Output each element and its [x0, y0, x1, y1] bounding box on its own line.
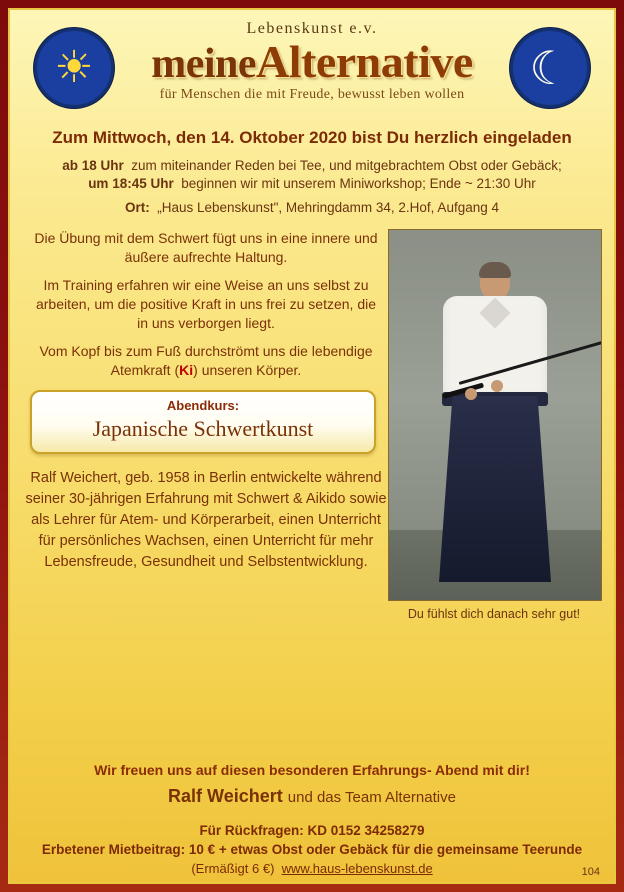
footer-contact: Für Rückfragen: KD 0152 34258279 [199, 823, 425, 838]
poem-paragraph-2: Im Training erfahren wir eine Weise an uns selbst zu arbeiten, um die positive Kraft in uns frei zu setzen, die in uns verborgen liegt. [35, 277, 377, 331]
footer-team: und das Team Alternative [287, 789, 456, 806]
invitation-line-1-text: zum miteinander Reden bei Tee, und mitgebrachtem Obst oder Gebäck; [131, 158, 562, 173]
course-title: Japanische Schwertkunst [92, 416, 314, 441]
biography-text: Ralf Weichert, geb. 1958 in Berlin entwickelte während seiner 30-jährigen Erfahrung mit Schwert & Aikido sowie als Lehrer für Atem- und Körperarbeit, einen Unterricht für persönliches Wachsen, einen Unterricht für mehr Lebensfreude, Gesundheit und Selbstentwicklung. [25, 470, 387, 570]
brand-title [10, 36, 614, 87]
swordsman-photo [388, 229, 602, 601]
invitation-block [10, 128, 614, 215]
footer-reduced-line [10, 861, 614, 876]
footer-website-link[interactable]: www.haus-lebenskunst.de [281, 861, 433, 876]
poem-paragraph-3b: ) unseren Körper. [193, 362, 302, 378]
photo-hand-left [465, 388, 477, 400]
location-line [10, 200, 614, 215]
brand-title-part2: Alternative [256, 36, 473, 87]
course-box [30, 390, 376, 454]
footer-invitation: Wir freuen uns auf diesen besonderen Erfahrungs- Abend mit dir! [94, 762, 530, 778]
moon-icon: ☾ [529, 42, 571, 94]
ki-highlight: Ki [179, 362, 194, 378]
sun-icon: ☀ [54, 43, 94, 92]
poster-body [10, 229, 614, 699]
photo-caption: Du fühlst dich danach sehr gut! [407, 607, 581, 621]
poster-header [10, 10, 614, 122]
footer-reduced: (Ermäßigt 6 €) [191, 861, 275, 876]
poster-footer [10, 762, 614, 876]
photo-hair [479, 262, 511, 278]
poem-paragraph-1: Die Übung mit dem Schwert fügt uns in eine innere und äußere aufrechte Haltung. [34, 230, 378, 265]
course-label: Abendkurs: [166, 398, 240, 413]
location-text: „Haus Lebenskunst", Mehringdamm 34, 2.Hof, Aufgang 4 [157, 200, 499, 215]
invitation-line-2-label: um 18:45 Uhr [88, 176, 174, 191]
brand-block [10, 20, 614, 103]
footer-fee: Erbetener Mietbeitrag: 10 € + etwas Obst oder Gebäck für die gemeinsame Teerunde [41, 842, 583, 857]
left-column [20, 229, 392, 573]
invitation-line-2-text: beginnen wir mit unserem Miniworkshop; Ende ~ 21:30 Uhr [181, 176, 536, 191]
brand-title-part1: meine [151, 41, 257, 87]
poster-page [8, 8, 616, 884]
brand-tagline: für Menschen die mit Freude, bewusst leben wollen [159, 87, 465, 102]
invitation-line-1 [10, 158, 614, 173]
invitation-title: Zum Mittwoch, den 14. Oktober 2020 bist Du herzlich eingeladen [52, 128, 572, 147]
page-number: 104 [581, 866, 600, 878]
photo-hakama [439, 396, 551, 582]
photo-figure [435, 264, 555, 584]
invitation-line-1-label: ab 18 Uhr [62, 158, 124, 173]
location-label: Ort: [124, 200, 150, 215]
org-name: Lebenskunst e.v. [246, 20, 378, 37]
footer-name: Ralf Weichert [168, 786, 283, 806]
poem-paragraph-3 [34, 342, 378, 380]
invitation-line-2 [10, 176, 614, 191]
photo-block [388, 229, 600, 621]
footer-signature [10, 786, 614, 807]
photo-hand-right [491, 380, 503, 392]
poem-block [20, 229, 392, 380]
poem-paragraph-3a: Vom Kopf bis zum Fuß durchströmt uns die lebendige Atemkraft ( [39, 343, 373, 378]
